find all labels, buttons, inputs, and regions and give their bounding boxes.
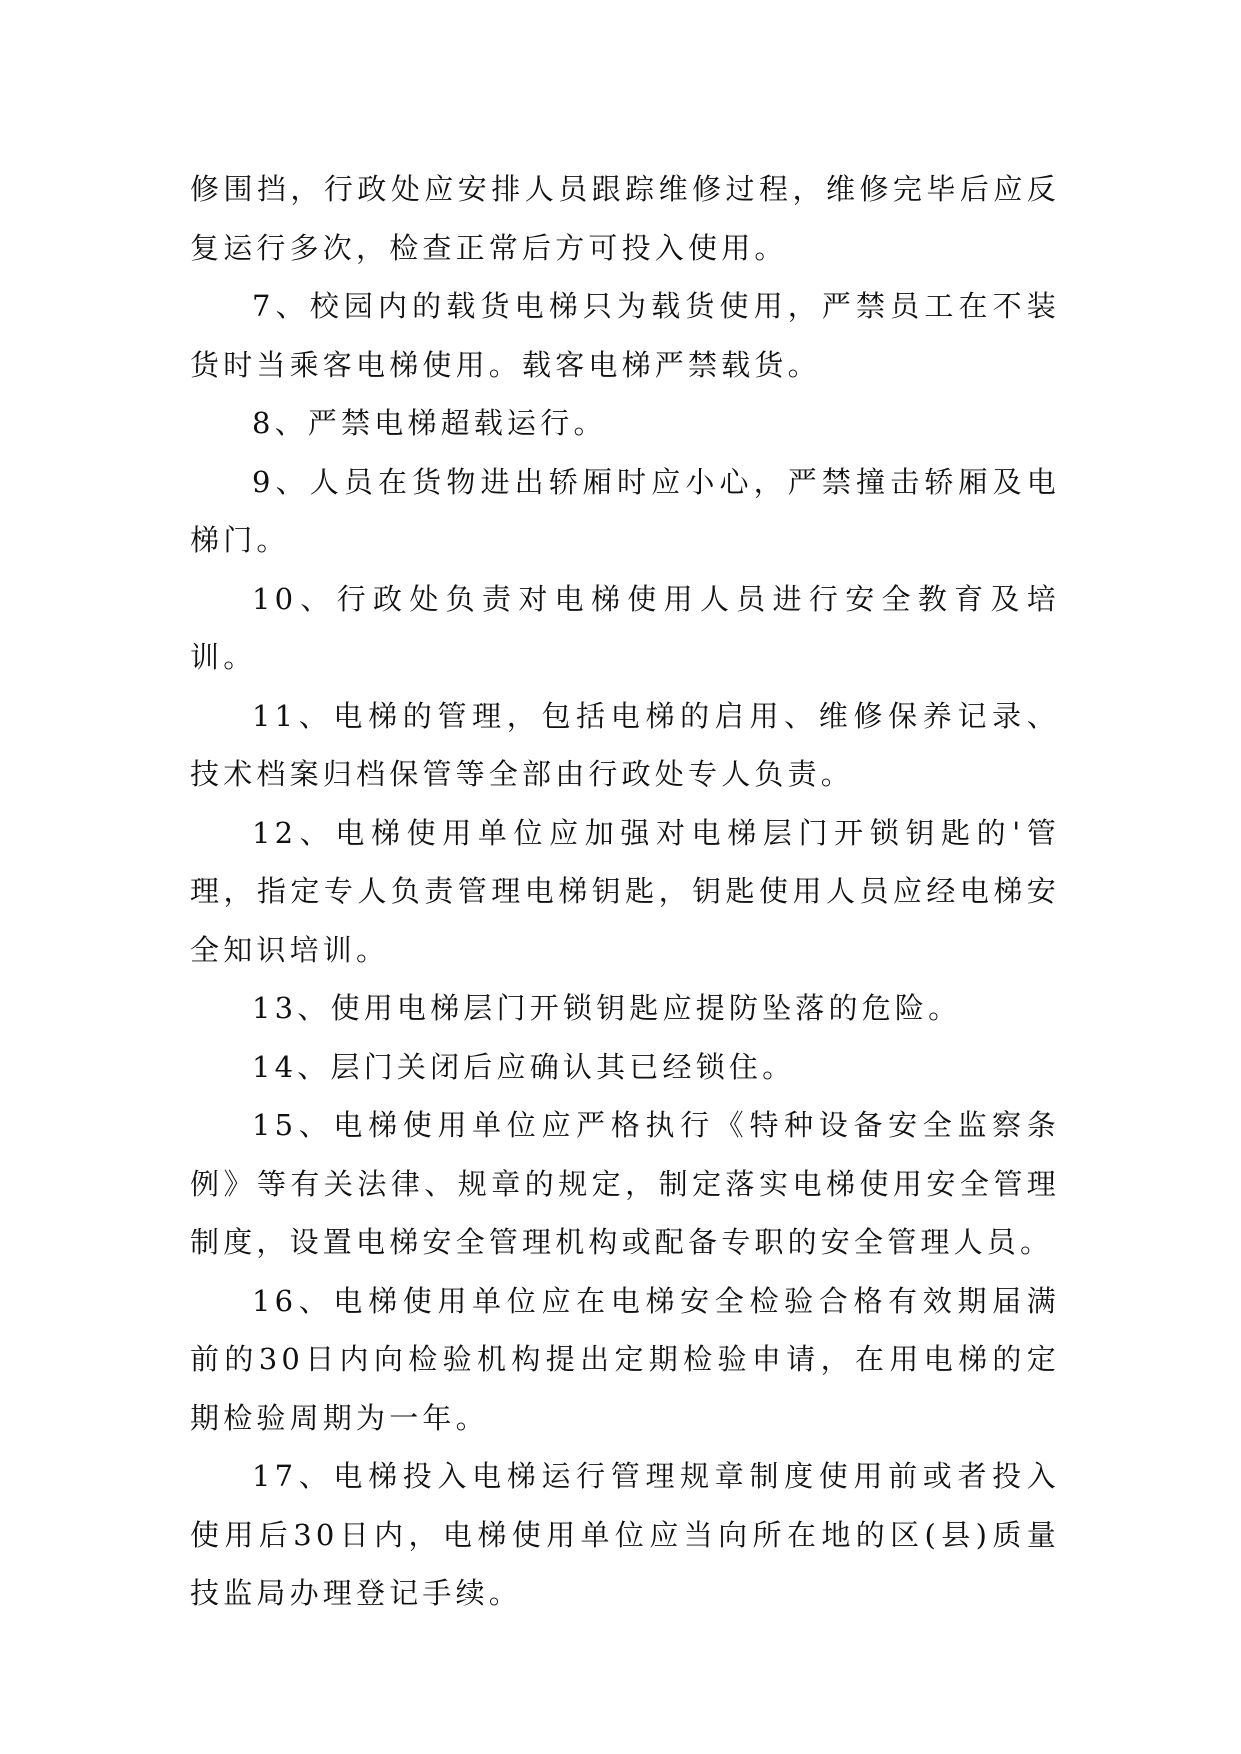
paragraph-item-9: 9、人员在货物进出轿厢时应小心，严禁撞击轿厢及电梯门。 [190, 464, 1060, 557]
paragraph-item-17: 17、电梯投入电梯运行管理规章制度使用前或者投入使用后30日内，电梯使用单位应当向所在地的区(县)质量技监局办理登记手续。 [190, 1459, 1060, 1610]
paragraph-item-16: 16、电梯使用单位应在电梯安全检验合格有效期届满前的30日内向检验机构提出定期检验申请，在用电梯的定期检验周期为一年。 [190, 1283, 1060, 1435]
paragraph-item-6-continued: 修围挡，行政处应安排人员跟踪维修过程，维修完毕后应反复运行多次，检查正常后方可投入使用。 [190, 172, 1060, 265]
paragraph-item-8: 8、严禁电梯超载运行。 [252, 406, 607, 440]
paragraph-item-14: 14、层门关闭后应确认其已经锁住。 [252, 1049, 796, 1084]
paragraph-item-11: 11、电梯的管理，包括电梯的启用、维修保养记录、技术档案归档保管等全部由行政处专人负责。 [190, 698, 1060, 791]
paragraph-item-15: 15、电梯使用单位应严格执行《特种设备安全监察条例》等有关法律、规章的规定，制定落实电梯使用安全管理制度，设置电梯安全管理机构或配备专职的安全管理人员。 [190, 1108, 1060, 1259]
paragraph-item-7: 7、校园内的载货电梯只为载货使用，严禁员工在不装货时当乘客电梯使用。载客电梯严禁载货。 [190, 289, 1060, 382]
paragraph-item-12: 12、电梯使用单位应加强对电梯层门开锁钥匙的'管理，指定专人负责管理电梯钥匙，钥匙使用人员应经电梯安全知识培训。 [190, 815, 1060, 967]
paragraph-item-10: 10、行政处负责对电梯使用人员进行安全教育及培训。 [190, 581, 1060, 674]
document-body [190, 160, 1060, 1623]
paragraph-item-13: 13、使用电梯层门开锁钥匙应提防坠落的危险。 [252, 991, 962, 1025]
